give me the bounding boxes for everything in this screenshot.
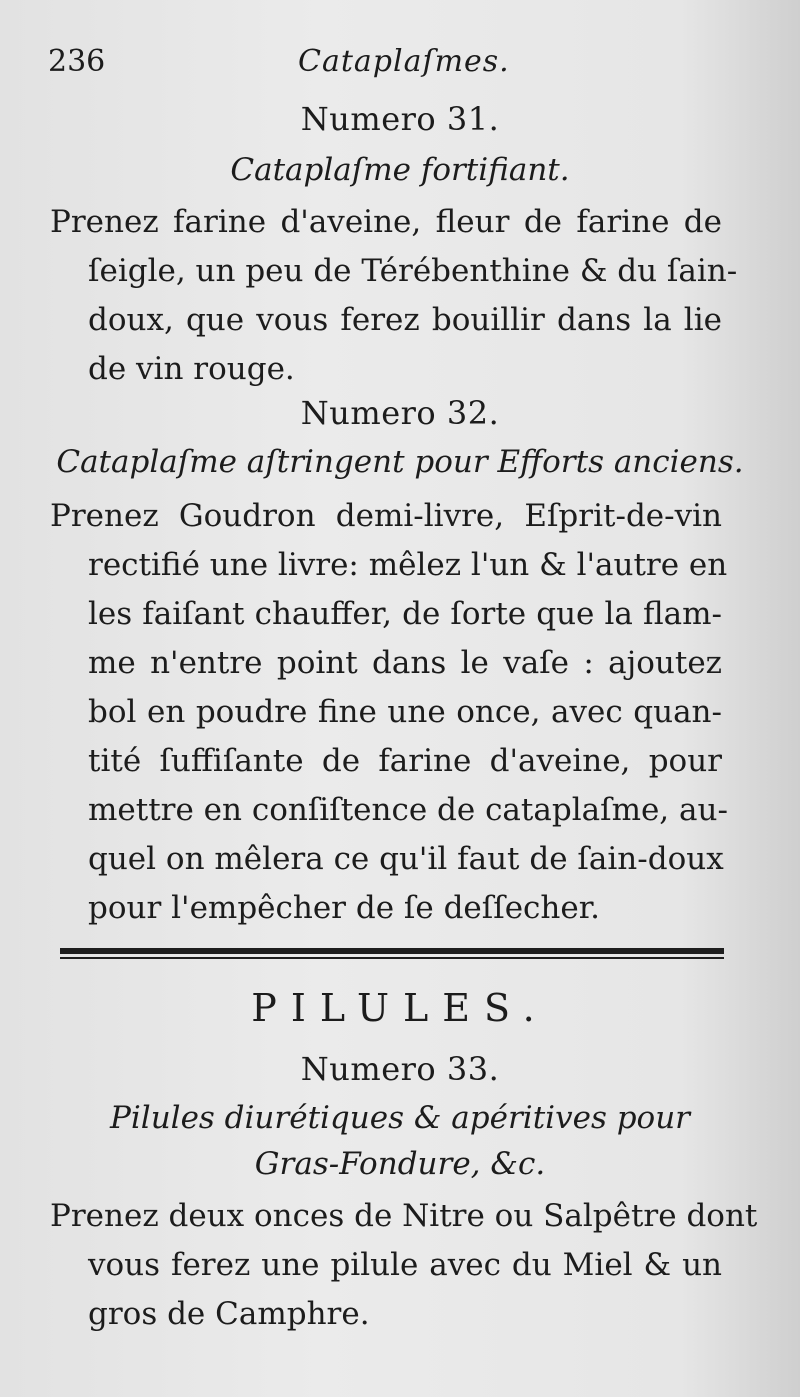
section-title: PILULES. xyxy=(251,986,549,1030)
recipe-line: bol en poudre fine une once, avec quan- xyxy=(88,694,722,730)
recipe-body xyxy=(50,1192,758,1339)
recipe-line: de vin rouge. xyxy=(88,351,295,387)
recipe-line: tité ſuffiſante de farine d'aveine, pour xyxy=(88,743,722,779)
recipe-title: Cataplaſme aſtringent pour Efforts anciens. xyxy=(56,444,744,480)
recipe-title: Pilules diurétiques & apéritives pour xyxy=(110,1100,690,1136)
recipe-number: Numero 31. xyxy=(300,100,500,138)
recipe-line: rectifié une livre: mêlez l'un & l'autre en xyxy=(88,547,728,583)
recipe-line: pour l'empêcher de ſe deſſecher. xyxy=(88,890,600,926)
recipe-line: vous ferez une pilule avec du Miel & un xyxy=(88,1247,722,1283)
recipe-line: Prenez deux onces de Nitre ou Salpêtre dont xyxy=(50,1198,758,1234)
recipe-number: Numero 32. xyxy=(300,394,500,432)
recipe-line: Prenez farine d'aveine, fleur de farine de xyxy=(50,204,722,240)
recipe-title: Gras-Fondure, &c. xyxy=(254,1146,546,1182)
section-divider xyxy=(60,948,724,959)
recipe-line: gros de Camphre. xyxy=(88,1296,370,1332)
recipe-body xyxy=(50,198,738,394)
recipe-line: mettre en conſiſtence de cataplaſme, au- xyxy=(88,792,728,828)
recipe-line: doux, que vous ferez bouillir dans la lie xyxy=(88,302,722,338)
recipe-number: Numero 33. xyxy=(300,1050,500,1088)
page-header xyxy=(0,44,800,90)
recipe-line: les faiſant chauffer, de ſorte que la flam- xyxy=(88,596,722,632)
page-number: 236 xyxy=(48,44,106,79)
recipe-line: quel on mêlera ce qu'il faut de ſain-doux xyxy=(88,841,724,877)
recipe-body xyxy=(50,492,728,933)
recipe-line: me n'entre point dans le vaſe : ajoutez xyxy=(88,645,722,681)
recipe-line: Prenez Goudron demi-livre, Eſprit-de-vin xyxy=(50,498,722,534)
running-title: Cataplaſmes. xyxy=(298,44,510,79)
recipe-line: ſeigle, un peu de Térébenthine & du ſain- xyxy=(88,253,738,289)
recipe-title: Cataplaſme fortifiant. xyxy=(230,152,570,188)
